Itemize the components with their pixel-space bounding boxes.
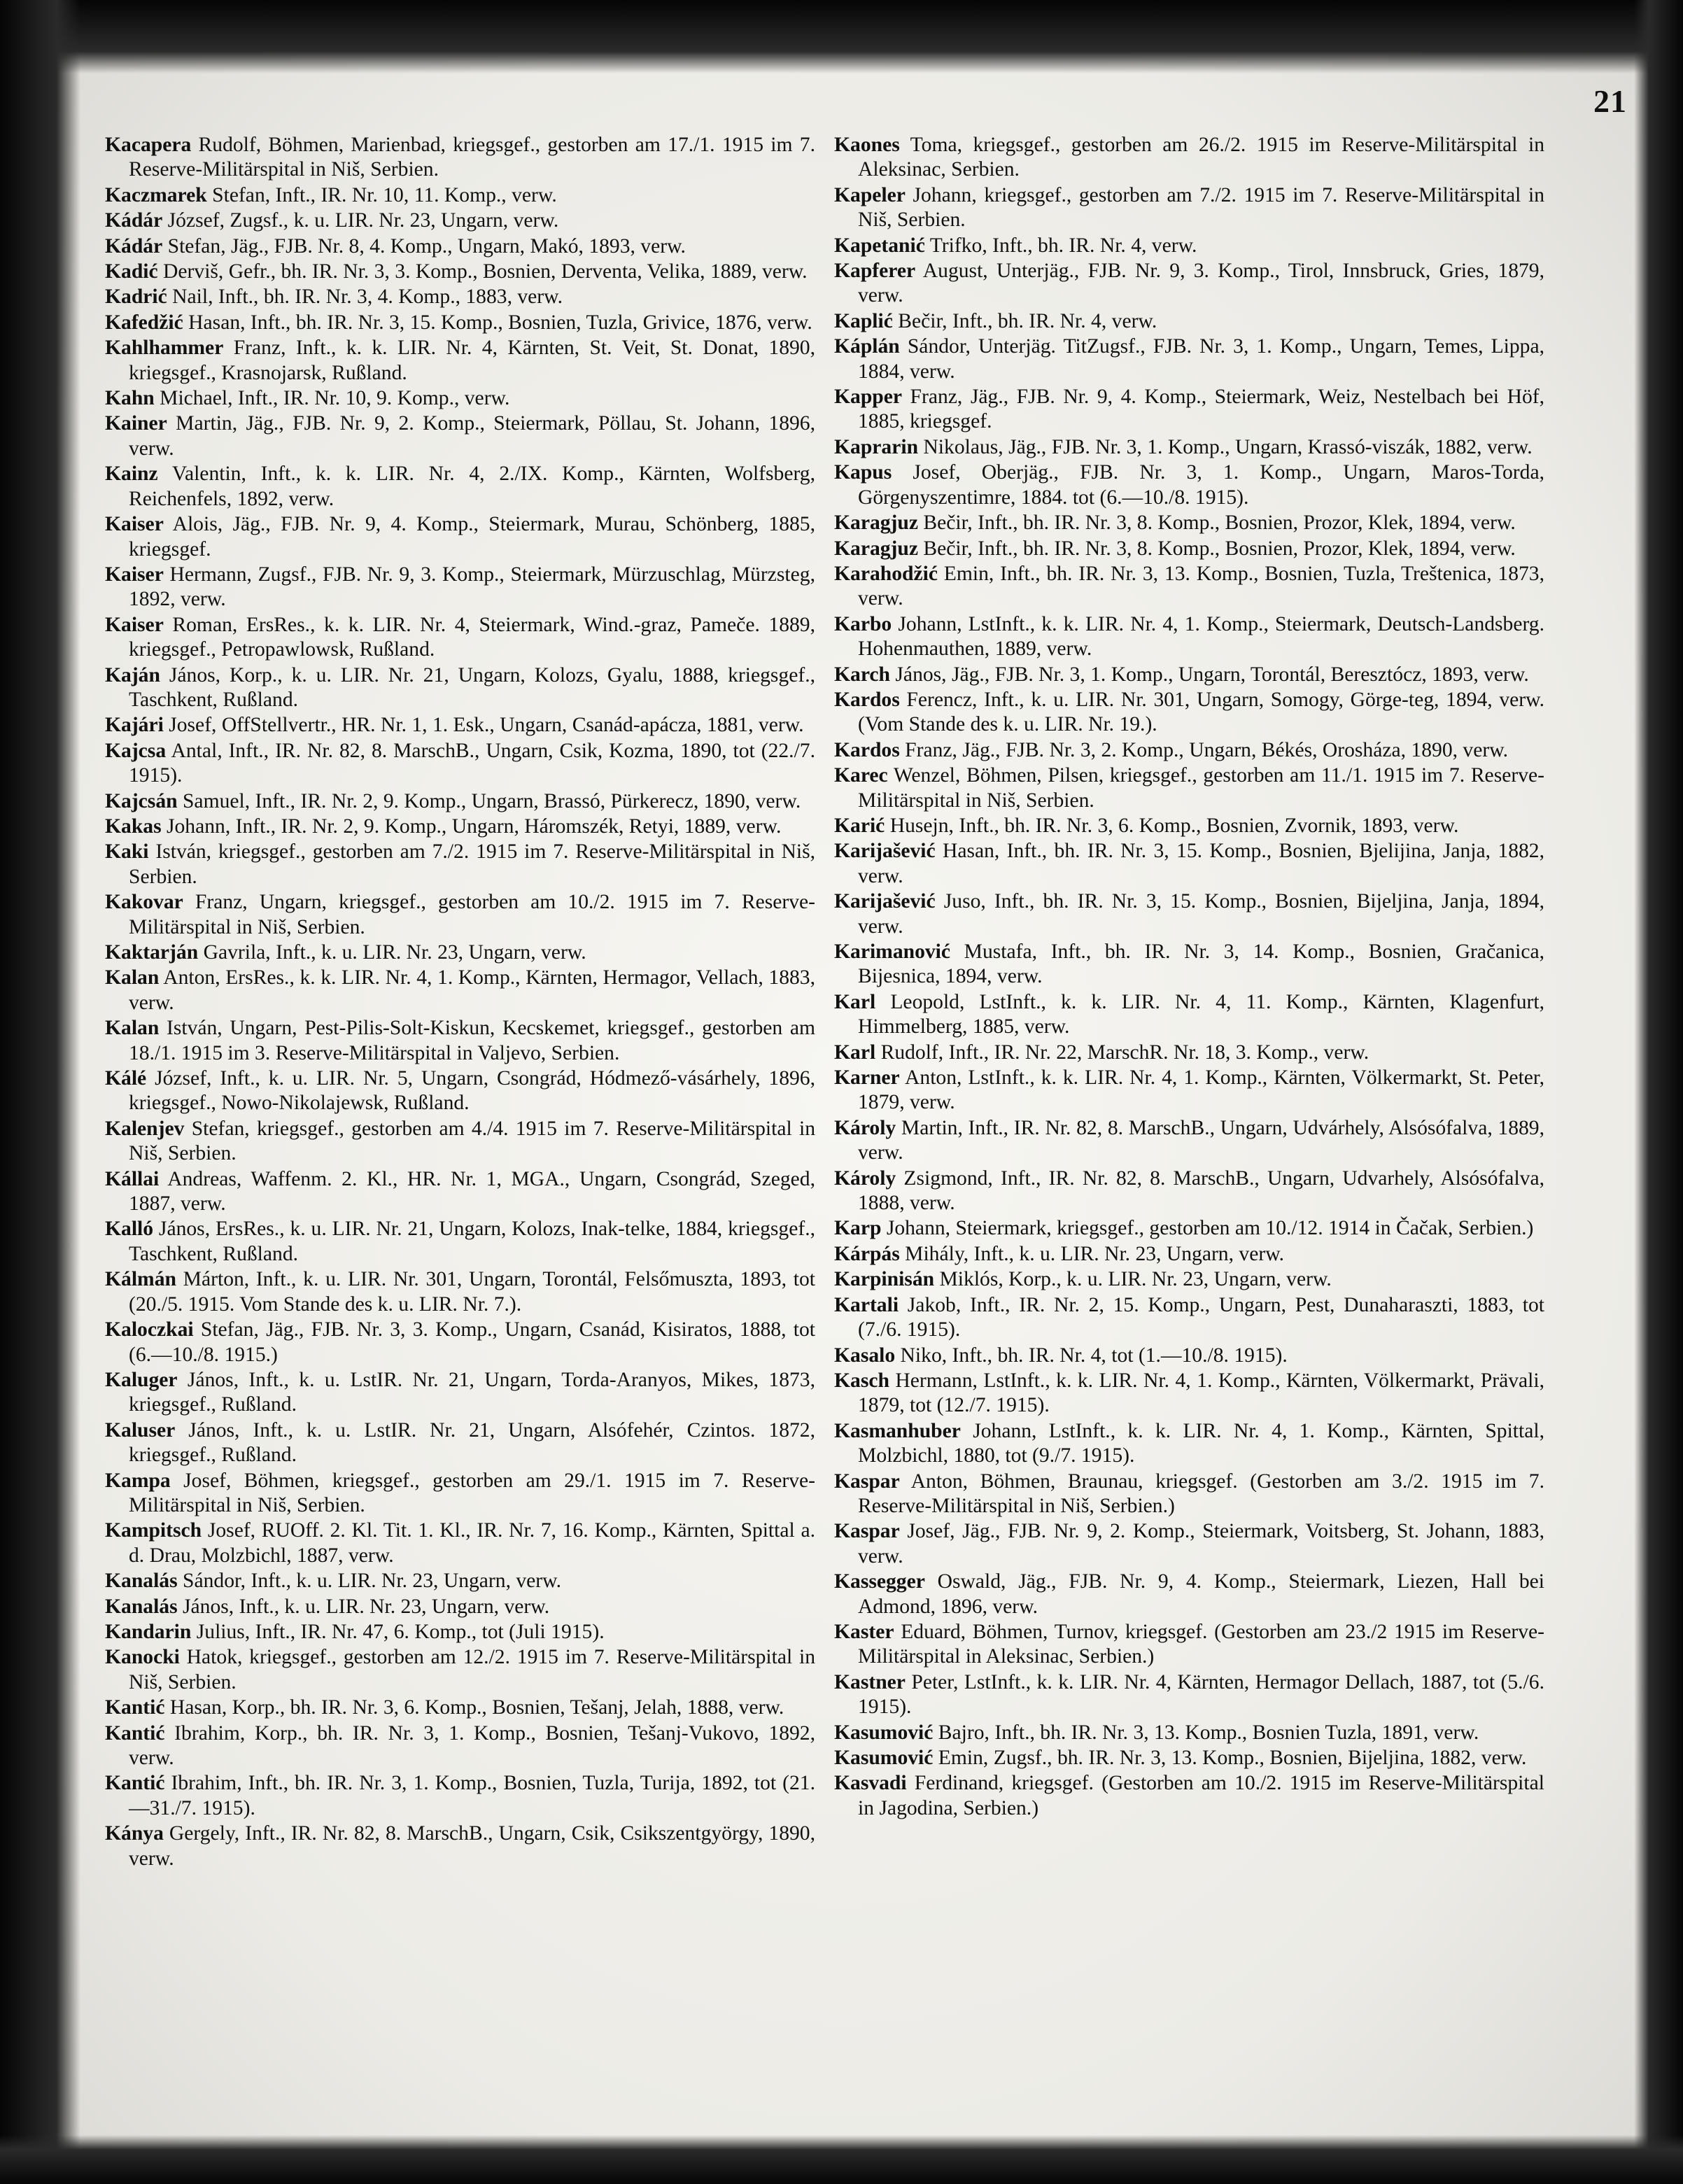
entry-surname: Kasumović [834,1747,934,1769]
list-entry [834,763,1544,813]
entry-details: János, Jäg., FJB. Nr. 3, 1. Komp., Ungarn, Torontál, Beresztócz, 1893, verw. [890,663,1529,686]
entry-details: Franz, Inft., k. k. LIR. Nr. 4, Kärnten, St. Veit, St. Donat, 1890, kriegsgef., Krasnojarsk, Rußland. [129,337,815,384]
entry-surname: Kahn [105,387,155,410]
list-entry [105,840,815,889]
scan-border-left [0,0,80,2184]
list-entry [105,563,815,612]
list-entry [834,889,1544,939]
entry-surname: Kaspar [834,1520,900,1543]
entry-details: Jakob, Inft., IR. Nr. 2, 15. Komp., Ungarn, Pest, Dunaharaszti, 1883, tot (7./6. 1915). [858,1293,1544,1341]
list-entry [105,739,815,789]
list-entry [834,1242,1544,1267]
entry-details: Johann, Inft., IR. Nr. 2, 9. Komp., Ungarn, Háromszék, Retyi, 1889, verw. [161,815,782,838]
list-entry [105,1318,815,1367]
entry-details: Franz, Ungarn, kriegsgef., gestorben am 10./2. 1915 im 7. Reserve-Militärspital in Niš, Serbien. [129,891,815,938]
entry-surname: Kálé [105,1067,147,1090]
entry-details: József, Zugsf., k. u. LIR. Nr. 23, Ungarn, verw. [162,209,559,232]
entry-surname: Kaki [105,840,149,864]
entry-surname: Kastner [834,1670,906,1693]
entry-surname: Kanocki [105,1646,180,1669]
entry-details: János, Inft., k. u. LstIR. Nr. 21, Ungarn, Alsófehér, Czintos. 1872, kriegsgef., Rußland. [129,1418,815,1467]
scan-border-bottom [0,2135,1683,2184]
entry-surname: Kanalás [105,1595,178,1618]
list-entry [105,1267,815,1317]
entry-surname: Karagjuz [834,512,918,535]
list-entry [105,1066,815,1116]
entry-surname: Karahodžić [834,562,938,585]
entry-details: Gergely, Inft., IR. Nr. 82, 8. MarschB., Ungarn, Csik, Csikszentgyörgy, 1890, verw. [129,1822,815,1870]
entry-details: Anton, ErsRes., k. k. LIR. Nr. 4, 1. Komp., Kärnten, Hermagor, Vellach, 1883, verw. [129,966,815,1014]
entry-details: Stefan, Inft., IR. Nr. 10, 11. Komp., verw. [206,183,557,206]
list-entry [834,814,1544,838]
entry-details: Josef, OffStellvertr., HR. Nr. 1, 1. Esk., Ungarn, Csanád-apácza, 1881, verw. [163,714,804,737]
entry-surname: Kajcsán [105,789,178,812]
entry-surname: Kasalo [834,1344,896,1367]
entry-details: Leopold, LstInft., k. k. LIR. Nr. 4, 11. Komp., Kärnten, Klagenfurt, Himmelberg, 1885, verw. [858,990,1544,1038]
entry-surname: Karl [834,1041,876,1064]
list-entry [105,234,815,259]
list-entry [105,663,815,713]
entry-details: Roman, ErsRes., k. k. LIR. Nr. 4, Steiermark, Wind.-graz, Pameče. 1889, kriegsgef., Petropawlowsk, Rußland. [129,613,815,661]
list-entry [105,966,815,1015]
entry-details: Johann, Steiermark, kriegsgef., gestorben am 10./12. 1914 in Čačak, Serbien.) [881,1217,1534,1240]
entry-details: Márton, Inft., k. u. LIR. Nr. 301, Ungarn, Torontál, Felsőmuszta, 1893, tot (20./5. 1915. Vom Stande des k. u. LIR. Nr. 7.). [129,1268,815,1316]
list-entry [834,537,1544,561]
entry-details: Rudolf, Inft., IR. Nr. 22, MarschR. Nr. 18, 3. Komp., verw. [875,1041,1369,1064]
list-entry [834,1344,1544,1368]
entry-surname: Karijašević [834,840,936,863]
entry-surname: Karpinisán [834,1268,935,1291]
entry-details: Husejn, Inft., bh. IR. Nr. 3, 6. Komp., Bosnien, Zvornik, 1893, verw. [885,814,1459,837]
entry-details: Bajro, Inft., bh. IR. Nr. 3, 13. Komp., Bosnien Tuzla, 1891, verw. [933,1721,1479,1744]
entry-surname: Karec [834,764,888,787]
entry-surname: Kantić [105,1696,165,1719]
list-entry [105,1117,815,1167]
entry-surname: Kasumović [834,1721,934,1744]
list-entry [834,688,1544,738]
entry-surname: Kalan [105,966,160,989]
entry-surname: Kantić [105,1772,165,1795]
entry-details: Michael, Inft., IR. Nr. 10, 9. Komp., verw. [154,387,510,410]
entry-details: Martin, Inft., IR. Nr. 82, 8. MarschB., Ungarn, Udvárhely, Alsósófalva, 1889, verw. [858,1116,1544,1164]
entry-details: Hasan, Inft., bh. IR. Nr. 3, 15. Komp., Bosnien, Tuzla, Grivice, 1876, verw. [183,311,812,334]
list-entry [105,1469,815,1519]
entry-surname: Kárpás [834,1242,900,1265]
entry-details: Bečir, Inft., bh. IR. Nr. 3, 8. Komp., Bosnien, Prozor, Klek, 1894, verw. [918,537,1516,560]
list-entry [105,1569,815,1593]
entry-details: István, kriegsgef., gestorben am 7./2. 1915 im 7. Reserve-Militärspital in Niš, Serbien. [129,840,815,888]
entry-surname: Kaján [105,663,160,686]
entry-details: Josef, Oberjäg., FJB. Nr. 3, 1. Komp., Ungarn, Maros-Torda, Görgenyszentimre, 1884. tot (6.—10./8. 1915). [858,461,1544,509]
entry-details: Zsigmond, Inft., IR. Nr. 82, 8. MarschB., Ungarn, Udvarhely, Alsósófalva, 1888, verw. [858,1167,1544,1215]
list-entry [834,435,1544,460]
entry-surname: Kahlhammer [105,337,224,360]
entry-details: János, ErsRes., k. u. LIR. Nr. 21, Ungarn, Kolozs, Inak-telke, 1884, kriegsgef., Taschkent, Rußland. [129,1218,815,1265]
list-entry [105,1167,815,1217]
entry-details: Emin, Inft., bh. IR. Nr. 3, 13. Komp., Bosnien, Tuzla, Treštenica, 1873, verw. [858,562,1544,610]
entry-details: Franz, Jäg., FJB. Nr. 9, 4. Komp., Steiermark, Weiz, Nestelbach bei Höf, 1885, kriegsgef. [858,386,1544,433]
list-entry [105,1368,815,1418]
list-entry [834,334,1544,384]
right-column [834,133,1544,1822]
entry-surname: Kádár [105,209,163,232]
entry-details: Franz, Jäg., FJB. Nr. 3, 2. Komp., Ungarn, Békés, Orosháza, 1890, verw. [899,738,1509,761]
list-entry [834,259,1544,309]
list-entry [834,385,1544,435]
list-entry [834,1267,1544,1292]
list-entry [834,133,1544,183]
entry-details: Peter, LstInft., k. k. LIR. Nr. 4, Kärnten, Hermagor Dellach, 1887, tot (5./6. 1915). [858,1670,1544,1719]
list-entry [834,1167,1544,1216]
entry-surname: Kainz [105,463,158,486]
entry-surname: Karijašević [834,890,936,913]
entry-surname: Kajári [105,714,164,737]
entry-surname: Kacapera [105,134,192,156]
entry-details: Johann, LstInft., k. k. LIR. Nr. 4, 1. Komp., Steiermark, Deutsch-Landsberg. Hohenmauthen, 1889, verw. [858,612,1544,661]
entry-details: Gavrila, Inft., k. u. LIR. Nr. 23, Ungarn, verw. [198,941,586,964]
entry-surname: Kaktarján [105,941,199,964]
entry-surname: Kádár [105,234,163,258]
list-entry [105,1822,815,1871]
entry-surname: Kadrić [105,286,167,309]
list-entry [105,1620,815,1644]
entry-details: Miklós, Korp., k. u. LIR. Nr. 23, Ungarn, verw. [934,1268,1332,1291]
entry-details: Johann, LstInft., k. k. LIR. Nr. 4, 1. Komp., Kärnten, Spittal, Molzbichl, 1880, tot (9./7. 1915). [858,1419,1544,1467]
entry-surname: Károly [834,1116,896,1139]
list-entry [834,1216,1544,1241]
entry-details: Mustafa, Inft., bh. IR. Nr. 3, 14. Komp., Bosnien, Gračanica, Bijesnica, 1894, verw. [858,940,1544,988]
list-entry [105,311,815,335]
entry-details: Derviš, Gefr., bh. IR. Nr. 3, 3. Komp., Bosnien, Derventa, Velika, 1889, verw. [157,260,808,283]
entry-details: Ibrahim, Inft., bh. IR. Nr. 3, 1. Komp., Bosnien, Tuzla, Turija, 1892, tot (21.—31./7. 1915). [129,1772,815,1819]
list-entry [834,511,1544,535]
list-entry [834,1721,1544,1745]
list-entry [834,940,1544,989]
entry-surname: Kakovar [105,891,183,914]
entry-surname: Kaprarin [834,435,919,458]
entry-details: Sándor, Unterjäg. TitZugsf., FJB. Nr. 3, 1. Komp., Ungarn, Temes, Lippa, 1884, verw. [858,335,1544,383]
list-entry [105,1721,815,1771]
entry-surname: Kainer [105,412,167,435]
entry-details: Antal, Inft., IR. Nr. 82, 8. MarschB., Ungarn, Csik, Kozma, 1890, tot (22./7. 1915). [129,739,815,787]
entry-surname: Kasch [834,1369,889,1392]
entry-surname: Kállai [105,1167,160,1190]
entry-surname: Kampa [105,1469,171,1492]
list-entry [834,234,1544,258]
left-column [105,133,815,1872]
list-entry [105,1217,815,1267]
list-entry [834,1293,1544,1343]
entry-surname: Kandarin [105,1620,192,1643]
entry-surname: Kaczmarek [105,183,207,206]
entry-details: Hatok, kriegsgef., gestorben am 12./2. 1915 im 7. Reserve-Militärspital in Niš, Serbien. [129,1646,815,1693]
list-entry [834,562,1544,612]
entry-details: József, Inft., k. u. LIR. Nr. 5, Ungarn, Csongrád, Hódmező-vásárhely, 1896, kriegsgef., Nowo-Nikolajewsk, Rußland. [129,1067,815,1115]
list-entry [834,1066,1544,1115]
entry-details: Johann, kriegsgef., gestorben am 7./2. 1915 im 7. Reserve-Militärspital in Niš, Serbien. [858,183,1544,232]
entry-surname: Kalenjev [105,1117,185,1140]
entry-surname: Kapeler [834,183,906,206]
list-entry [105,260,815,284]
entry-details: Ferencz, Inft., k. u. LIR. Nr. 301, Ungarn, Somogy, Görge-teg, 1894, verw. (Vom Stande des k. u. LIR. Nr. 19.). [858,688,1544,736]
list-entry [834,183,1544,233]
entry-surname: Kardos [834,738,900,761]
list-entry [834,460,1544,510]
list-entry [105,411,815,461]
entry-surname: Kafedžić [105,311,183,334]
entry-surname: Karbo [834,612,892,635]
list-entry [105,1016,815,1066]
entry-details: Eduard, Böhmen, Turnov, kriegsgef. (Gestorben am 23./2 1915 im Reserve-Militärspital in Aleksinac, Serbien.) [858,1620,1544,1668]
entry-surname: Kánya [105,1822,164,1845]
entry-surname: Karp [834,1217,882,1240]
entry-details: Julius, Inft., IR. Nr. 47, 6. Komp., tot (Juli 1915). [191,1620,605,1643]
entry-surname: Kaster [834,1620,894,1643]
list-entry [834,1519,1544,1569]
entry-details: Juso, Inft., bh. IR. Nr. 3, 15. Komp., Bosnien, Bijeljina, Janja, 1894, verw. [858,890,1544,938]
list-entry [105,1595,815,1619]
list-entry [834,1369,1544,1418]
list-entry [834,839,1544,889]
entry-details: Valentin, Inft., k. k. LIR. Nr. 4, 2./IX. Komp., Kärnten, Wolfsberg, Reichenfels, 1892, verw. [129,463,815,510]
list-entry [105,1519,815,1568]
list-entry [105,890,815,940]
list-entry [834,1470,1544,1519]
list-entry [105,1696,815,1720]
scan-border-top [0,0,1683,73]
entry-surname: Kaspar [834,1470,900,1493]
entry-surname: Kapetanić [834,234,925,257]
entry-details: Nail, Inft., bh. IR. Nr. 3, 4. Komp., 1883, verw. [167,286,563,309]
list-entry [834,1570,1544,1619]
list-entry [105,789,815,814]
entry-surname: Karić [834,814,885,837]
list-entry [105,512,815,562]
entry-surname: Kalan [105,1017,160,1040]
entry-surname: Károly [834,1167,896,1190]
entry-surname: Kantić [105,1721,165,1745]
entry-details: Sándor, Inft., k. u. LIR. Nr. 23, Ungarn, verw. [177,1570,562,1593]
entry-surname: Karner [834,1066,900,1090]
entry-surname: Kasmanhuber [834,1419,961,1442]
entry-surname: Karimanović [834,940,951,963]
list-entry [834,309,1544,334]
list-entry [834,663,1544,687]
list-entry [834,612,1544,662]
list-entry [834,738,1544,763]
entry-surname: Kaplić [834,309,893,332]
entry-details: Trifko, Inft., bh. IR. Nr. 4, verw. [924,234,1197,257]
entry-surname: Kassegger [834,1570,925,1593]
entry-details: Toma, kriegsgef., gestorben am 26./2. 1915 im Reserve-Militärspital in Aleksinac, Serbien. [858,134,1544,181]
entry-surname: Kálmán [105,1268,176,1291]
entry-surname: Kapper [834,386,903,409]
entry-details: Rudolf, Böhmen, Marienbad, kriegsgef., gestorben am 17./1. 1915 im 7. Reserve-Militärspital in Niš, Serbien. [129,134,815,181]
entry-details: Josef, RUOff. 2. Kl. Tit. 1. Kl., IR. Nr. 7, 16. Komp., Kärnten, Spittal a. d. Drau, Molzbichl, 1887, verw. [129,1519,815,1567]
list-entry [834,1771,1544,1821]
list-entry [105,386,815,411]
list-entry [105,285,815,309]
entry-surname: Kaiser [105,563,164,586]
list-entry [105,1771,815,1821]
scan-border-right [1634,0,1683,2184]
entry-surname: Kardos [834,688,900,711]
list-entry [105,613,815,663]
entry-details: Mihály, Inft., k. u. LIR. Nr. 23, Ungarn, verw. [899,1242,1285,1265]
list-entry [834,990,1544,1040]
list-entry [105,713,815,738]
entry-surname: Karch [834,663,891,686]
entry-details: Oswald, Jäg., FJB. Nr. 9, 4. Komp., Steiermark, Liezen, Hall bei Admond, 1896, verw. [858,1570,1544,1618]
entry-details: János, Korp., k. u. LIR. Nr. 21, Ungarn, Kolozs, Gyalu, 1888, kriegsgef., Taschkent, Rußland. [129,663,815,711]
entry-details: Anton, Böhmen, Braunau, kriegsgef. (Gestorben am 3./2. 1915 im 7. Reserve-Militärspital in Niš, Serbien.) [858,1470,1544,1517]
entry-surname: Kapferer [834,260,916,283]
entry-details: Stefan, kriegsgef., gestorben am 4./4. 1915 im 7. Reserve-Militärspital in Niš, Serbien. [129,1117,815,1165]
entry-surname: Kapus [834,461,892,484]
entry-details: Stefan, Jäg., FJB. Nr. 8, 4. Komp., Ungarn, Makó, 1893, verw. [162,234,686,258]
list-entry [105,815,815,839]
entry-details: Ibrahim, Korp., bh. IR. Nr. 3, 1. Komp., Bosnien, Tešanj-Vukovo, 1892, verw. [129,1721,815,1769]
entry-details: Andreas, Waffenm. 2. Kl., HR. Nr. 1, MGA., Ungarn, Csongrád, Szeged, 1887, verw. [129,1167,815,1216]
entry-details: Wenzel, Böhmen, Pilsen, kriegsgef., gestorben am 11./1. 1915 im 7. Reserve-Militärspital in Niš, Serbien. [858,764,1544,812]
entry-surname: Kartali [834,1293,899,1316]
entry-surname: Kaones [834,134,900,156]
entry-details: János, Inft., k. u. LIR. Nr. 23, Ungarn, verw. [177,1595,550,1618]
entry-surname: Kadić [105,260,158,283]
list-entry [834,1746,1544,1770]
entry-surname: Kaloczkai [105,1318,194,1341]
list-entry [834,1620,1544,1670]
entry-surname: Kajcsa [105,739,167,762]
entry-details: Hasan, Korp., bh. IR. Nr. 3, 6. Komp., Bosnien, Tešanj, Jelah, 1888, verw. [164,1696,784,1719]
entry-surname: Karagjuz [834,537,918,560]
list-entry [105,133,815,183]
entry-details: István, Ungarn, Pest-Pilis-Solt-Kiskun, Kecskemet, kriegsgef., gestorben am 18./1. 1915 im 3. Reserve-Militärspital in Valjevo, Serbien. [129,1017,815,1064]
entry-details: Anton, LstInft., k. k. LIR. Nr. 4, 1. Komp., Kärnten, Völkermarkt, St. Peter, 1879, verw. [858,1066,1544,1114]
entry-details: Hermann, Zugsf., FJB. Nr. 9, 3. Komp., Steiermark, Mürzuschlag, Mürzsteg, 1892, verw. [129,563,815,611]
list-entry [834,1041,1544,1065]
entry-details: Martin, Jäg., FJB. Nr. 9, 2. Komp., Steiermark, Pöllau, St. Johann, 1896, verw. [129,412,815,460]
list-entry [105,183,815,208]
entry-details: Bečir, Inft., bh. IR. Nr. 4, verw. [892,309,1157,332]
list-entry [105,209,815,233]
list-entry [105,462,815,512]
entry-surname: Kaiser [105,613,164,636]
entry-details: August, Unterjäg., FJB. Nr. 9, 3. Komp., Tirol, Innsbruck, Gries, 1879, verw. [858,260,1544,307]
page-number: 21 [1593,83,1627,119]
entry-surname: Káplán [834,335,900,358]
list-entry [105,1645,815,1695]
entry-details: Josef, Böhmen, kriegsgef., gestorben am 29./1. 1915 im 7. Reserve-Militärspital in Niš, Serbien. [129,1469,815,1516]
list-entry [834,1419,1544,1469]
entry-details: Stefan, Jäg., FJB. Nr. 3, 3. Komp., Ungarn, Csanád, Kisiratos, 1888, tot (6.—10./8. 1915.) [129,1318,815,1366]
entry-details: Samuel, Inft., IR. Nr. 2, 9. Komp., Ungarn, Brassó, Pürkerecz, 1890, verw. [177,789,801,812]
list-entry [105,1418,815,1468]
list-entry [834,1670,1544,1720]
entry-surname: Kaiser [105,513,164,536]
entry-surname: Kasvadi [834,1772,907,1795]
list-entry [834,1116,1544,1166]
list-entry [105,336,815,386]
entry-surname: Kaluger [105,1368,178,1391]
entry-details: Nikolaus, Jäg., FJB. Nr. 3, 1. Komp., Ungarn, Krassó-viszák, 1882, verw. [918,435,1533,458]
entry-surname: Karl [834,990,876,1013]
entry-details: Hermann, LstInft., k. k. LIR. Nr. 4, 1. Komp., Kärnten, Völkermarkt, Prävali, 1879, tot (12./7. 1915). [858,1369,1544,1417]
entry-surname: Kanalás [105,1570,178,1593]
entry-details: Alois, Jäg., FJB. Nr. 9, 4. Komp., Steiermark, Murau, Schönberg, 1885, kriegsgef. [129,513,815,561]
entry-details: János, Inft., k. u. LstIR. Nr. 21, Ungarn, Torda-Aranyos, Mikes, 1873, kriegsgef., Rußland. [129,1368,815,1416]
entry-details: Josef, Jäg., FJB. Nr. 9, 2. Komp., Steiermark, Voitsberg, St. Johann, 1883, verw. [858,1520,1544,1567]
entry-details: Ferdinand, kriegsgef. (Gestorben am 10./2. 1915 im Reserve-Militärspital in Jagodina, Serbien.) [858,1772,1544,1819]
entry-surname: Kaluser [105,1418,176,1442]
entry-details: Emin, Zugsf., bh. IR. Nr. 3, 13. Komp., Bosnien, Bijeljina, 1882, verw. [933,1747,1527,1769]
entry-surname: Kampitsch [105,1519,202,1542]
entry-details: Hasan, Inft., bh. IR. Nr. 3, 15. Komp., Bosnien, Bjelijina, Janja, 1882, verw. [858,840,1544,887]
entry-surname: Kakas [105,815,162,838]
list-entry [105,940,815,965]
entry-details: Niko, Inft., bh. IR. Nr. 4, tot (1.—10./8. 1915). [895,1344,1288,1367]
entry-details: Bečir, Inft., bh. IR. Nr. 3, 8. Komp., Bosnien, Prozor, Klek, 1894, verw. [918,512,1516,535]
entry-surname: Kalló [105,1218,154,1241]
